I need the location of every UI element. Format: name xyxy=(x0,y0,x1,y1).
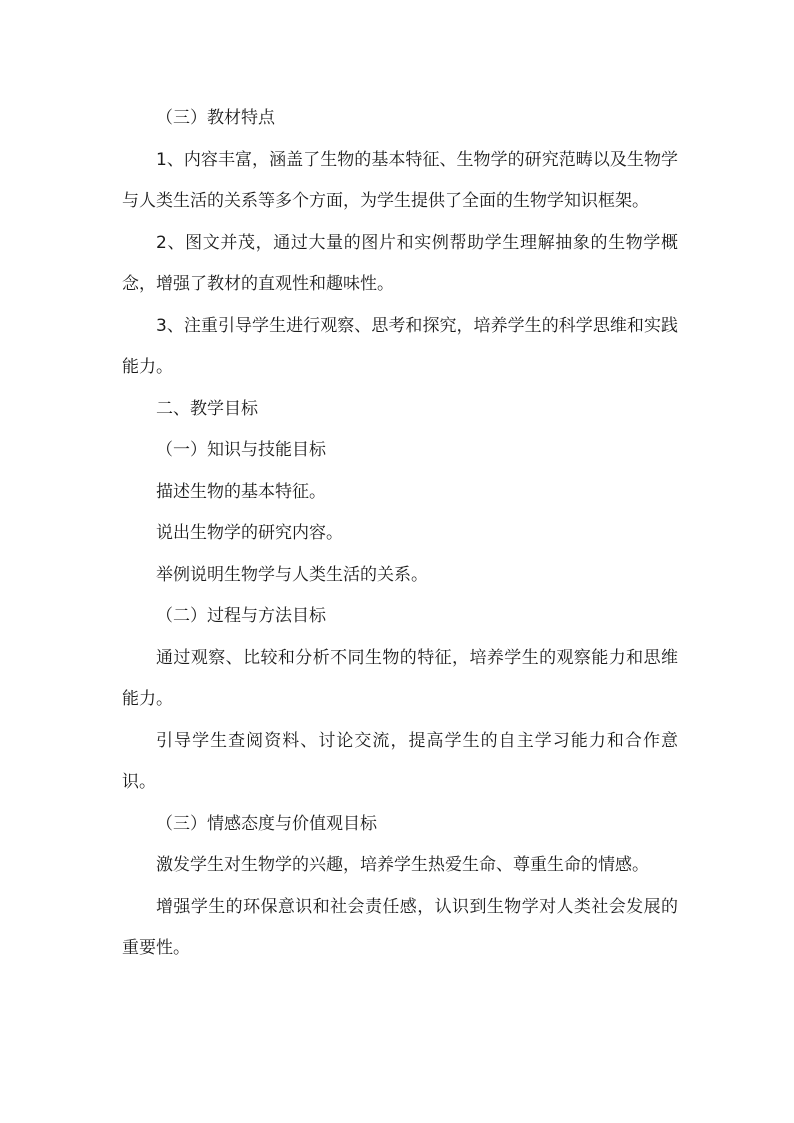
subheading-emotions-values: （三）情感态度与价值观目标 xyxy=(156,813,377,834)
section-heading-textbook-features: （三）教材特点 xyxy=(156,108,275,128)
subheading-knowledge-skills: （一）知识与技能目标 xyxy=(156,440,326,460)
goal-item: 激发学生对生物学的兴趣，培养学生热爱生命、尊重生命的情感。 xyxy=(156,855,649,875)
goal-item: 说出生物学的研究内容。 xyxy=(156,523,343,543)
feature-item-1: 1、内容丰富，涵盖了生物的基本特征、生物学的研究范畴以及生物学与人类生活的关系等多个方面，为学生提供了全面的生物学知识框架。 xyxy=(122,149,678,211)
goal-item: 引导学生查阅资料、讨论交流，提高学生的自主学习能力和合作意识。 xyxy=(122,730,678,792)
subheading-process-methods: （二）过程与方法目标 xyxy=(156,606,326,626)
goal-item: 增强学生的环保意识和社会责任感，认识到生物学对人类社会发展的重要性。 xyxy=(122,896,678,958)
feature-item-2: 2、图文并茂，通过大量的图片和实例帮助学生理解抽象的生物学概念，增强了教材的直观性和趣味性。 xyxy=(122,232,678,294)
goal-item: 通过观察、比较和分析不同生物的特征，培养学生的观察能力和思维能力。 xyxy=(122,647,678,709)
feature-item-3: 3、注重引导学生进行观察、思考和探究，培养学生的科学思维和实践能力。 xyxy=(122,315,678,377)
goal-item: 举例说明生物学与人类生活的关系。 xyxy=(156,564,428,585)
section-heading-teaching-goals: 二、教学目标 xyxy=(156,398,258,419)
goal-item: 描述生物的基本特征。 xyxy=(156,481,326,502)
document-body xyxy=(122,98,678,970)
